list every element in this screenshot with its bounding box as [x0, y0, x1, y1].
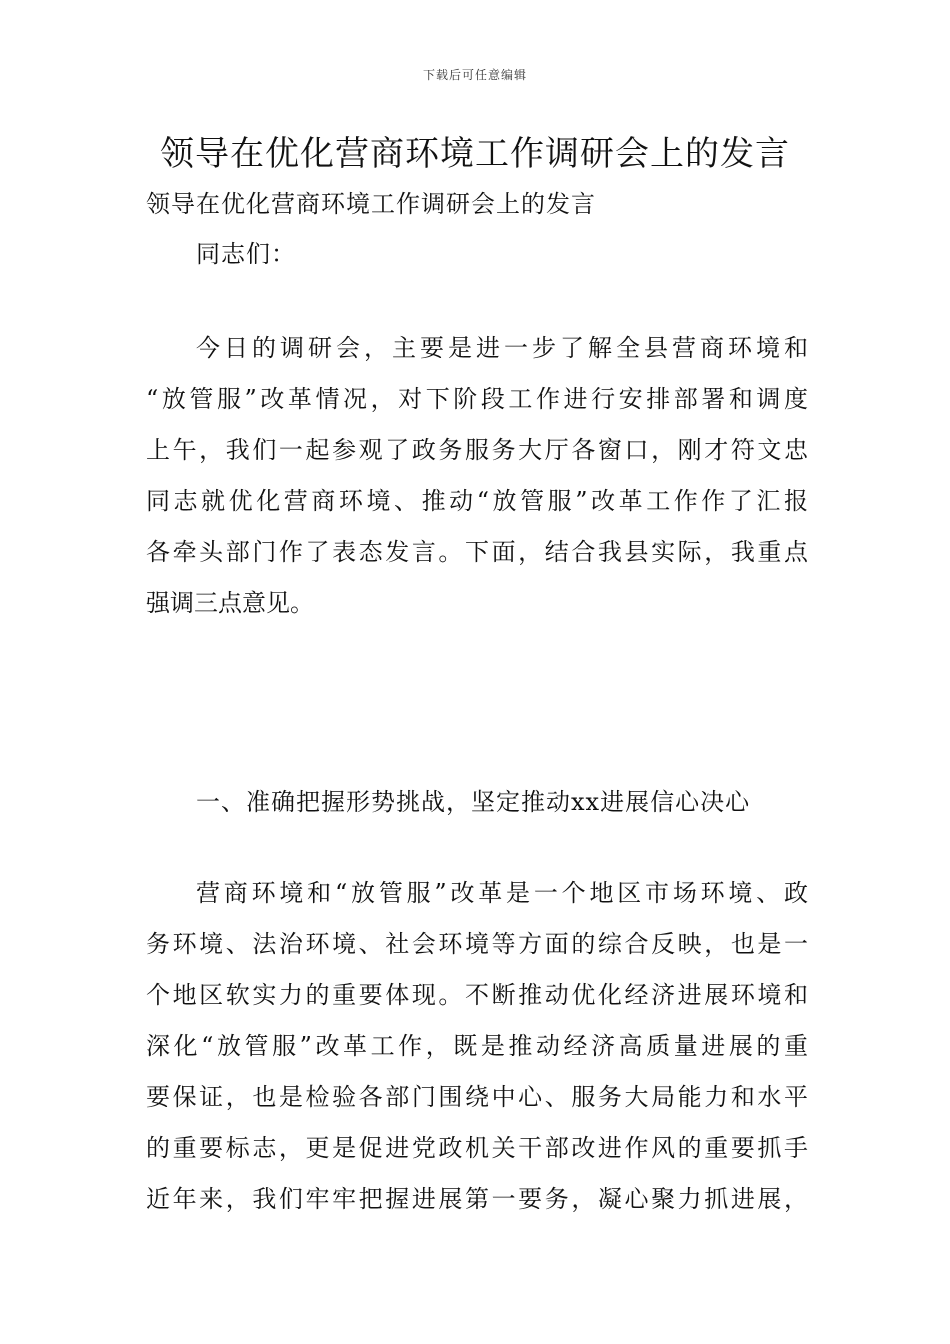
paragraph-line: 要保证，也是检验各部门围绕中心、服务大局能力和水平: [146, 1083, 808, 1111]
paragraph-line: 营商环境和“放管服”改革是一个地区市场环境、政: [196, 879, 808, 907]
paragraph-intro: [146, 323, 808, 629]
paragraph-line: 同志就优化营商环境、推动“放管服”改革工作作了汇报: [146, 487, 808, 515]
paragraph-line: 个地区软实力的重要体现。不断推动优化经济进展环境和: [146, 981, 808, 1009]
paragraph-line: “放管服”改革情况，对下阶段工作进行安排部署和调度: [146, 385, 808, 413]
paragraph-line: 强调三点意见。: [146, 589, 314, 617]
paragraph-line: 各牵头部门作了表态发言。下面，结合我县实际，我重点: [146, 538, 808, 566]
paragraph-line: 务环境、法治环境、社会环境等方面的综合反映，也是一: [146, 930, 808, 958]
paragraph-line: 的重要标志，更是促进党政机关干部改进作风的重要抓手: [146, 1134, 808, 1162]
paragraph-line: 上午，我们一起参观了政务服务大厅各窗口，刚才符文忠: [146, 436, 808, 464]
header-note: 下载后可任意编辑: [422, 68, 527, 82]
document-subtitle: 领导在优化营商环境工作调研会上的发言: [146, 190, 596, 218]
document-title: 领导在优化营商环境工作调研会上的发言: [160, 134, 790, 174]
paragraph-line: 今日的调研会，主要是进一步了解全县营商环境和: [196, 334, 808, 362]
paragraph-section-1: [146, 868, 808, 1225]
section-heading-1: 一、准确把握形势挑战，坚定推动xx进展信心决心: [196, 788, 751, 816]
paragraph-line: 深化“放管服”改革工作，既是推动经济高质量进展的重: [146, 1032, 808, 1060]
paragraph-line: 近年来，我们牢牢把握进展第一要务，凝心聚力抓进展，: [146, 1185, 808, 1213]
salutation: 同志们：: [196, 240, 296, 268]
